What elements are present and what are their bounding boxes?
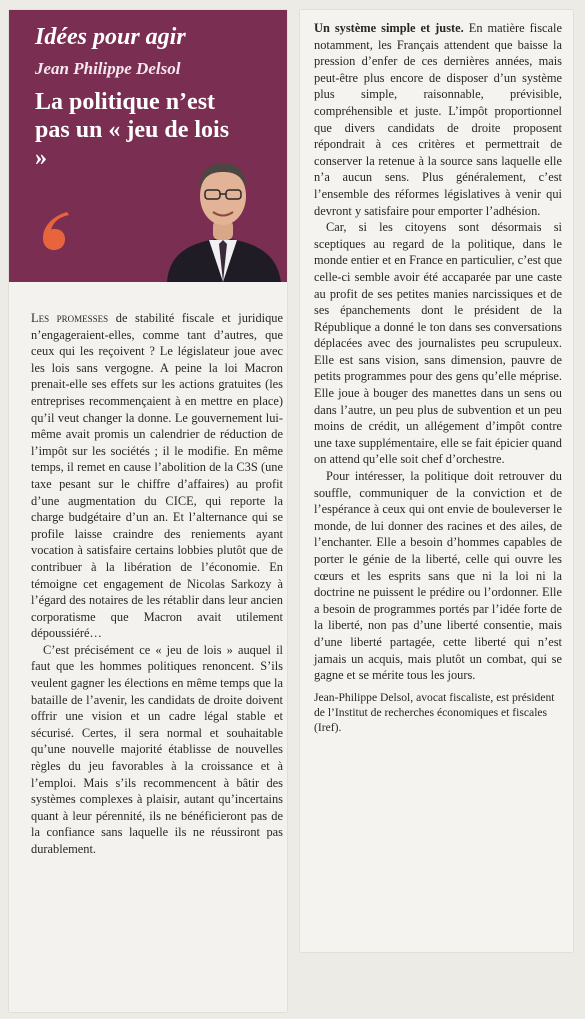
article-body-left	[31, 310, 283, 858]
author-name: Jean Philippe Delsol	[35, 59, 181, 78]
article-right-clipping	[300, 10, 573, 952]
paragraph-1	[31, 310, 283, 642]
subheading: Un système simple et juste.	[314, 21, 464, 35]
author-photo	[159, 150, 287, 282]
paragraph-1-text: de stabilité fiscale et juridique n’engageraient-elles, comme tant d’autres, que ceux qui les reçoivent ? Le législateur joue avec les lois sans vergogne. A peine la loi Macron prenait-elle ses effets sur les actions gratuites (les entreprises recommençaient à en mettre en place) qu’il veut changer la donne. Le gouvernement lui-même avait promis un calendrier de réduction de l’impôt sur les sociétés ; il le modifie. En même temps, il remet en cause l’abolition de la C3S (une taxe pesant sur le chiffre d’affaires) au profit d’une augmentation du CICE, qui reporte la charge budgétaire d’un an. Et l’alternance qui se profile laisse craindre des reniements ayant vocation à satisfaire certains lobbies plutôt que de contribuer à la libération de l’économie. En témoigne cet engagement de Nicolas Sarkozy à l’égard des notaires de les rétablir dans leur ancien corporatisme que Macron avait utilement dépoussiéré…	[31, 311, 283, 641]
paragraph-5: Pour intéresser, la politique doit retrouver du souffle, communiquer de la conviction et de l’espérance à ceux qui ont envie de bouleverser le monde, de lui donner des racines et des ailes, de l’enchanter. Elle a besoin d’hommes capables de porter le génie de la liberté, celle qui ouvre les cœurs et les esprits sans que ni la loi ni la doctrine ne puissent le prédire ou l’ordonner. Elle a besoin de programmes portés par l’idée forte de la liberté, non pas d’une liberté consentie, mais d’une liberté partagée, cette liberté qui n’est jamais un acquis, mais plutôt un combat, qui se gagne et se mérite tous les jours.	[314, 469, 562, 683]
article-header	[9, 10, 287, 282]
lead-in: Les promesses	[31, 311, 109, 325]
article-left-clipping	[9, 10, 287, 1012]
headline: La politique n’est pas un « jeu de lois »	[35, 89, 230, 171]
paragraph-4: Car, si les citoyens sont désormais si sceptiques au regard de la politique, dans le monde entier et en France en particulier, c’est que celle-ci semble avoir été accaparée par une caste au profit de ses petites manies narcissiques et de ses épanchements dont le président de la République a donné le ton dans ses conversations déplacées avec des journalistes peu scrupuleux. Elle est sans vision, sans dimension, pauvre de petits programmes pour des gens qu’elle méprise. Elle joue à bouger des manettes dans un sens ou dans l’autre, un peu plus de subvention et un peu moins de crédit, un allégement d’impôt contre une taxe supplémentaire, elle se fait épicier quand on attend qu’elle soit chef d’orchestre.	[314, 220, 562, 467]
rubric-title: Idées pour agir	[35, 24, 186, 50]
author-signature	[314, 690, 562, 735]
article-body-right	[314, 20, 562, 735]
quote-mark-icon	[37, 208, 75, 252]
paragraph-3	[314, 20, 562, 219]
paragraph-2: C’est précisément ce « jeu de lois » auquel il faut que les hommes politiques renoncent. S’ils veulent gagner les élections en même temps que la bataille de l’avenir, les candidats de droite doivent offrir une vision et un cadre légal stable et sécurisé. Certes, il sera normal et souhaitable qu’une nouvelle majorité établisse de nouvelles règles du jeu favorables à la croissance et à l’emploi. Mais s’ils recommencent à bâtir des systèmes complexes à plaisir, autant qu’incertains quant à leur pérennité, ils ne bénéficieront pas de la confiance sans laquelle ils ne réussiront pas durablement.	[31, 642, 283, 856]
signature-text: Jean-Philippe Delsol, avocat fiscaliste, est président de l’Institut de recherches économiques et fiscales (Iref).	[314, 690, 555, 734]
paragraph-3-text: En matière fiscale notamment, les Français attendent que baisse la pression d’enfer de ces dernières années, mais peut-être plus encore de disposer d’un système plus simple, raisonnable, prévisible, compréhensible et juste. L’impôt proportionnel que divers candidats de droite proposent répondrait à ces critères et permettrait de conserver la retenue à la source sans laquelle elle n’a aucun sens. Plus généralement, c’est l’ensemble des réformes législatives à venir qui devront y satisfaire pour emporter l’adhésion.	[314, 21, 562, 218]
